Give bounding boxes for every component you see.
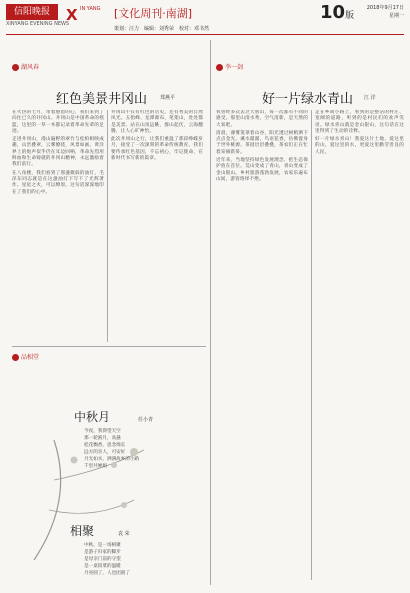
right-article-body-col2 [315,110,404,580]
right-article-byline: 江 洋 [364,95,376,101]
page-header [0,0,410,40]
poem-line: 月光如水，洒满故乡的小路 [84,457,140,462]
section-letter: X [66,6,78,24]
page-number [320,2,354,23]
poem-title-mid-autumn: 中秋月 [74,410,111,424]
paragraph: 井冈山不仅有红色的历史，还有秀美的自然风光。五指峰、龙潭瀑布、笔架山，处处都是美景。站在山顶远眺，群山起伏，云海翻腾，让人心旷神怡。 [111,110,203,134]
newspaper-logo-subtitle: XINYANG EVENING NEWS [6,21,70,27]
poem-line: 桂花飘香，思念绵长 [84,443,126,448]
label-dot-icon [216,64,223,71]
right-article-title: 好一片绿水青山 [262,92,354,107]
label-dot-icon [12,64,19,71]
poem-line: 中秋，是一场相聚 [84,543,121,548]
poem-line: 今夜，我仰望天空 [84,429,121,434]
column-divider [311,110,312,580]
poem-body-mid-autumn [84,428,194,470]
poem-author-reunion: 袁 荣 [118,531,130,537]
paragraph: 走进井冈山，漫山遍野的翠竹与松柏相映成趣，山峦叠翠，云雾缭绕，风景如画。黄洋界上的炮声似乎仍在耳边回响，革命先烈用鲜血和生命铸就的井冈山精神，永远激励着我们前行。 [12,137,104,168]
left-column-label: 湖风春 [12,62,39,71]
poem-line: 月亮圆了，人也团圆了 [84,571,130,576]
paragraph: 在火热的七月，带着感恩的心，我们来到了向往已久的井冈山。井冈山是中国革命的摇篮，这里的一草一木都记录着革命先辈的足迹。 [12,110,104,134]
poem-author-mid-autumn: 任小青 [138,417,154,423]
poem-title-reunion: 相聚 [70,524,95,538]
header-rule [6,34,404,35]
poems-section-label: 品相堂 [12,352,39,361]
poem-line: 是母亲门前的守望 [84,557,121,562]
paragraph: 近年来，当地坚持绿色发展理念，把生态保护放在首位。荒山变成了青山，青山变成了金山银山。乡村旅游蓬勃发展，农家乐遍布山间，游客络绎不绝。 [216,158,308,182]
paragraph: 我曾经多次去过大别山，每一次都有不同的感受。那里山清水秀，空气清新，是天然的大氧吧。 [216,110,308,128]
poem-line: 是一桌饭菜的温暖 [84,564,121,569]
label-dot-icon [12,354,19,361]
issue-date: 2018年9月17日 [366,5,404,11]
page-center-divider [210,40,211,585]
left-article-byline: 郑燕平 [160,95,176,101]
issue-weekday: 星期一 [388,13,404,19]
section-title: [文化周刊·南湖] [114,7,193,20]
page-number-suffix: 版 [345,11,355,21]
page-number-value: 10 [320,2,346,23]
paragraph: 清晨，薄雾笼罩着山谷，阳光透过树梢洒下点点金光。溪水潺潺，鸟语花香，仿佛置身于世外桃源。茶园层层叠叠，茶农们正在忙着采摘新茶。 [216,130,308,155]
poem-body-reunion [84,542,194,577]
paragraph: 好一片绿水青山！我爱这片土地，爱这里的山，爱这里的水，更爱这里勤劳善良的人民。 [315,137,404,155]
poem-line: 远方的亲人，可安好 [84,450,126,455]
left-article-body-col2 [111,110,203,342]
paragraph: 此次井冈山之行，让我们重温了那段峥嵘岁月，接受了一次深刻的革命传统教育。我们要传承红色基因，不忘初心，牢记使命，在新时代书写新的篇章。 [111,137,203,162]
right-article-body-col1 [216,110,308,580]
column-divider [107,110,108,342]
paragraph: 在八角楼，我们看到了那盏微弱的油灯，毛泽东同志就是在这盏油灯下写下了光辉著作。星星之火，可以燎原。这句话深深地印在了我们的心中。 [12,170,104,195]
left-article-title: 红色美景井冈山 [56,92,148,107]
paragraph: 走在乡间小路上，看到的是整洁的村庄、宽阔的道路，听到的是村民们的欢声笑语。绿水青山就是金山银山，这句话在这里得到了生动的诠释。 [315,110,404,134]
poem-line: 千里共婵娟 [84,464,107,469]
section-pinyin: IN YANG [80,6,101,12]
section-divider [12,346,206,347]
right-column-label: 李一剑 [216,62,243,71]
editor-credits: 策划：汪力 编辑：刘秀荣 校对：邓书然 [114,26,210,32]
left-article-body-col1 [12,110,104,342]
newspaper-logo: 信阳晚报 [6,4,58,20]
poem-line: 是游子归家的脚步 [84,550,121,555]
poem-line: 那一轮圆月，高悬 [84,436,121,441]
